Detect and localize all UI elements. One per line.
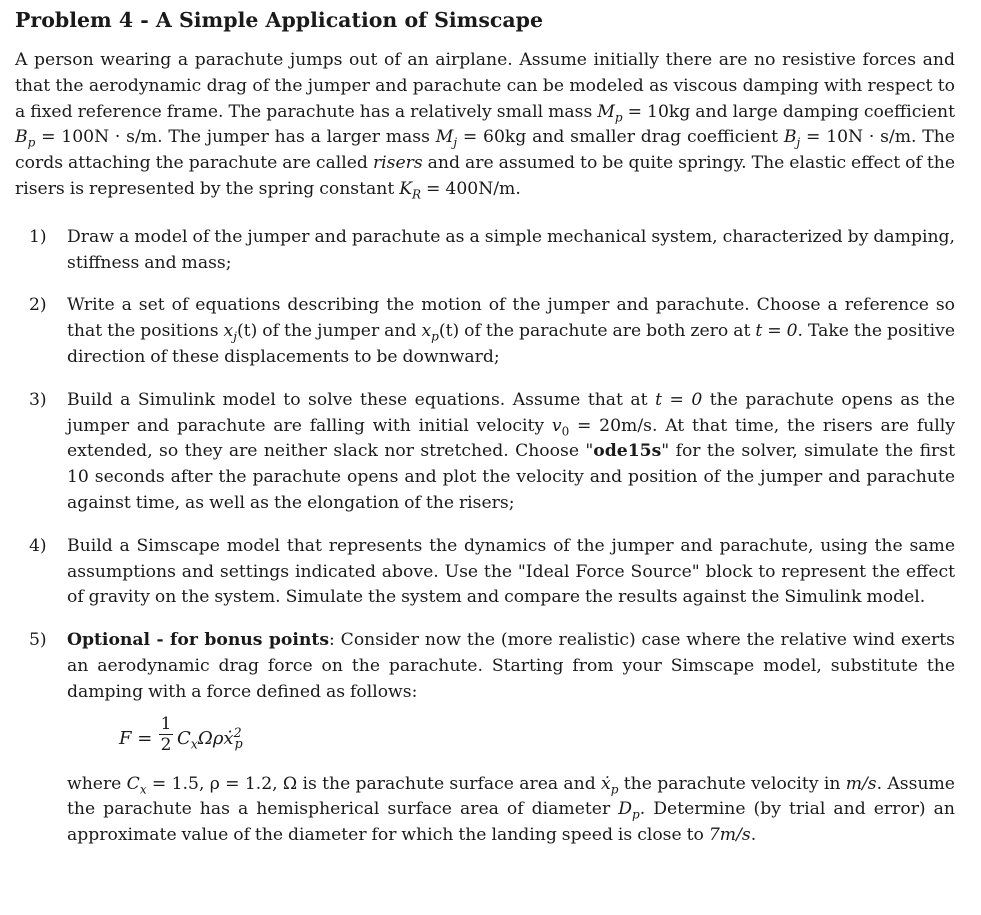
- intro-text-3: . The jumper has a larger mass: [157, 127, 436, 148]
- formula-rhs: $C_x\Omega\rho ẋ^2_p$: [177, 724, 243, 752]
- damping-jumper-symbol: $B_j = 10N \cdot s/m$: [783, 127, 912, 150]
- parachute-velocity-symbol: ẋ$_p$: [601, 773, 619, 796]
- initial-velocity-symbol: $v_0 = 20m/s$: [551, 415, 652, 438]
- spring-constant-symbol: $K_R = 400N/m$: [399, 178, 516, 202]
- formula-lhs: F =: [119, 727, 153, 749]
- intro-paragraph: [15, 48, 955, 203]
- diameter-symbol: $D_p$: [618, 799, 640, 822]
- landing-speed: 7m/s: [708, 825, 751, 846]
- task-list-continued: [15, 772, 955, 849]
- task-item-5-continued: where $C_x = 1.5$, ρ = 1.2, Ω is the parachute surface area and ẋ$_p$ the parachute velocity in m/s. Assume the parachute has a hemispherical surface area of diameter $D_p$. Determine (by trial and error) an approximate value of the diameter for which the landing speed is close to 7m/s.: [67, 773, 955, 846]
- intro-text-4: and smaller drag coefficient: [526, 127, 784, 148]
- position-parachute-symbol: $x_p(t)$: [421, 321, 460, 344]
- damping-parachute-symbol: $B_p = 100N \cdot s/m$: [15, 127, 158, 150]
- time-zero-symbol: t = 0: [655, 389, 703, 410]
- task-item-5: 5) Optional - for bonus points: Consider now the (more realistic) case where the relative wind exerts an aerodynamic drag force on the parachute. Starting from your Simscape model, substitute the damping with a force defined as follows:: [29, 630, 955, 702]
- drag-force-formula: [67, 706, 955, 772]
- intro-text-5: . The cords attaching the parachute are called: [15, 127, 955, 174]
- intro-text-6: and are assumed to be quite springy. The elastic effect of the risers is represented by the spring constant: [15, 153, 955, 199]
- intro-text-2: and large damping coefficient: [690, 101, 955, 122]
- task-number: 5): [29, 630, 47, 651]
- task-number: 2): [29, 295, 47, 316]
- intro-text-7: .: [515, 178, 521, 199]
- mass-jumper-symbol: $M_j = 60kg$: [435, 127, 527, 150]
- task-number: 3): [29, 389, 47, 410]
- task-number: 1): [29, 226, 47, 247]
- task-item-4: [15, 534, 955, 611]
- task-item-2: 2) Write a set of equations describing the motion of the jumper and parachute. Choose a reference so that the positions $x_j(t)$ of the jumper and $x_p(t)$ of the parachute are both zero at t = 0. Take the positive direction of these displacements to be downward;: [29, 295, 955, 367]
- intro-text-1: A person wearing a parachute jumps out of an airplane. Assume initially there are no resistive forces and that the aerodynamic drag of the jumper and parachute can be modeled as viscous damping with respect to a fixed reference frame. The parachute has a relatively small mass: [15, 50, 955, 122]
- solver-name: ode15s: [593, 441, 662, 462]
- task-item-1: [15, 225, 955, 277]
- position-jumper-symbol: $x_j(t)$: [223, 321, 258, 344]
- task-text: Draw a model of the jumper and parachute as a simple mechanical system, characterized by damping, stiffness and mass;: [67, 226, 955, 273]
- problem-title: Problem 4 - A Simple Application of Simscape: [15, 8, 544, 32]
- mass-parachute-symbol: $M_p = 10kg$: [597, 101, 691, 125]
- task-text: Build a Simscape model that represents the dynamics of the jumper and parachute, using the same assumptions and settings indicated above. Use the "Ideal Force Source" block to represent the effect of gravity on the system. Simulate the system and compare the results against the Simulink model.: [67, 535, 955, 608]
- document-page: [15, 6, 955, 849]
- task-number: 4): [29, 535, 47, 556]
- formula-fraction: 1 2: [160, 713, 172, 755]
- time-zero-symbol: t = 0: [755, 321, 798, 342]
- task-list: [15, 225, 955, 706]
- drag-coefficient-symbol: $C_x = 1.5$, ρ = 1.2, Ω: [126, 773, 298, 796]
- bonus-lead: Optional - for bonus points: [67, 630, 330, 651]
- task-item-3: 3) Build a Simulink model to solve these equations. Assume that at t = 0 the parachute opens as the jumper and parachute are falling with initial velocity $v_0 = 20m/s$. At that time, the risers are fully extended, so they are neither slack nor stretched. Choose "ode15s" for the solver, simulate the first 10 seconds after the parachute opens and plot the velocity and position of the jumper and parachute against time, as well as the elongation of the risers;: [29, 389, 955, 513]
- velocity-unit: m/s: [845, 773, 877, 794]
- risers-term: risers: [372, 153, 423, 174]
